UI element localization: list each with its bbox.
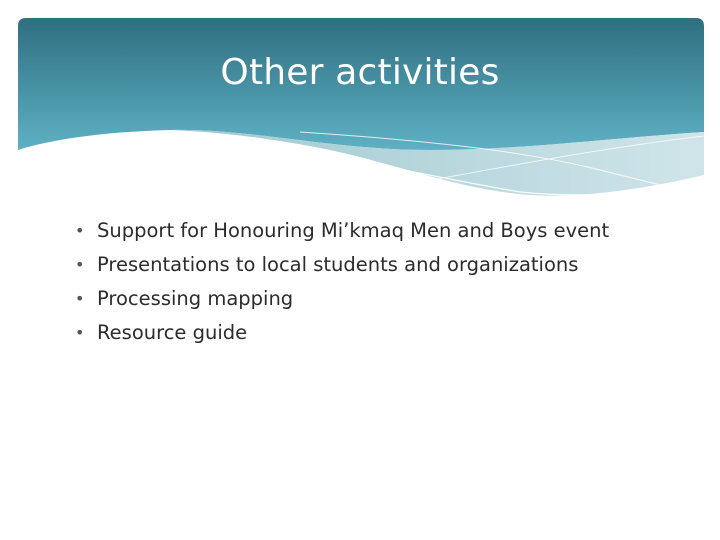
list-item-text: Presentations to local students and organizations: [97, 253, 579, 276]
bullet-icon: •: [75, 255, 85, 274]
list-item-text: Resource guide: [97, 321, 248, 344]
list-item: [75, 316, 695, 350]
bullet-list: [75, 214, 695, 350]
list-item-text: Support for Honouring Mi’kmaq Men and Boys event: [97, 219, 610, 242]
bullet-icon: •: [75, 289, 85, 308]
list-item: [75, 214, 695, 248]
list-item: [75, 282, 695, 316]
list-item: [75, 248, 695, 282]
list-item-text: Processing mapping: [97, 287, 294, 310]
slide-title: Other activities: [220, 52, 500, 93]
bullet-icon: •: [75, 323, 85, 342]
header-banner: [0, 0, 720, 200]
bullet-icon: •: [75, 221, 85, 240]
